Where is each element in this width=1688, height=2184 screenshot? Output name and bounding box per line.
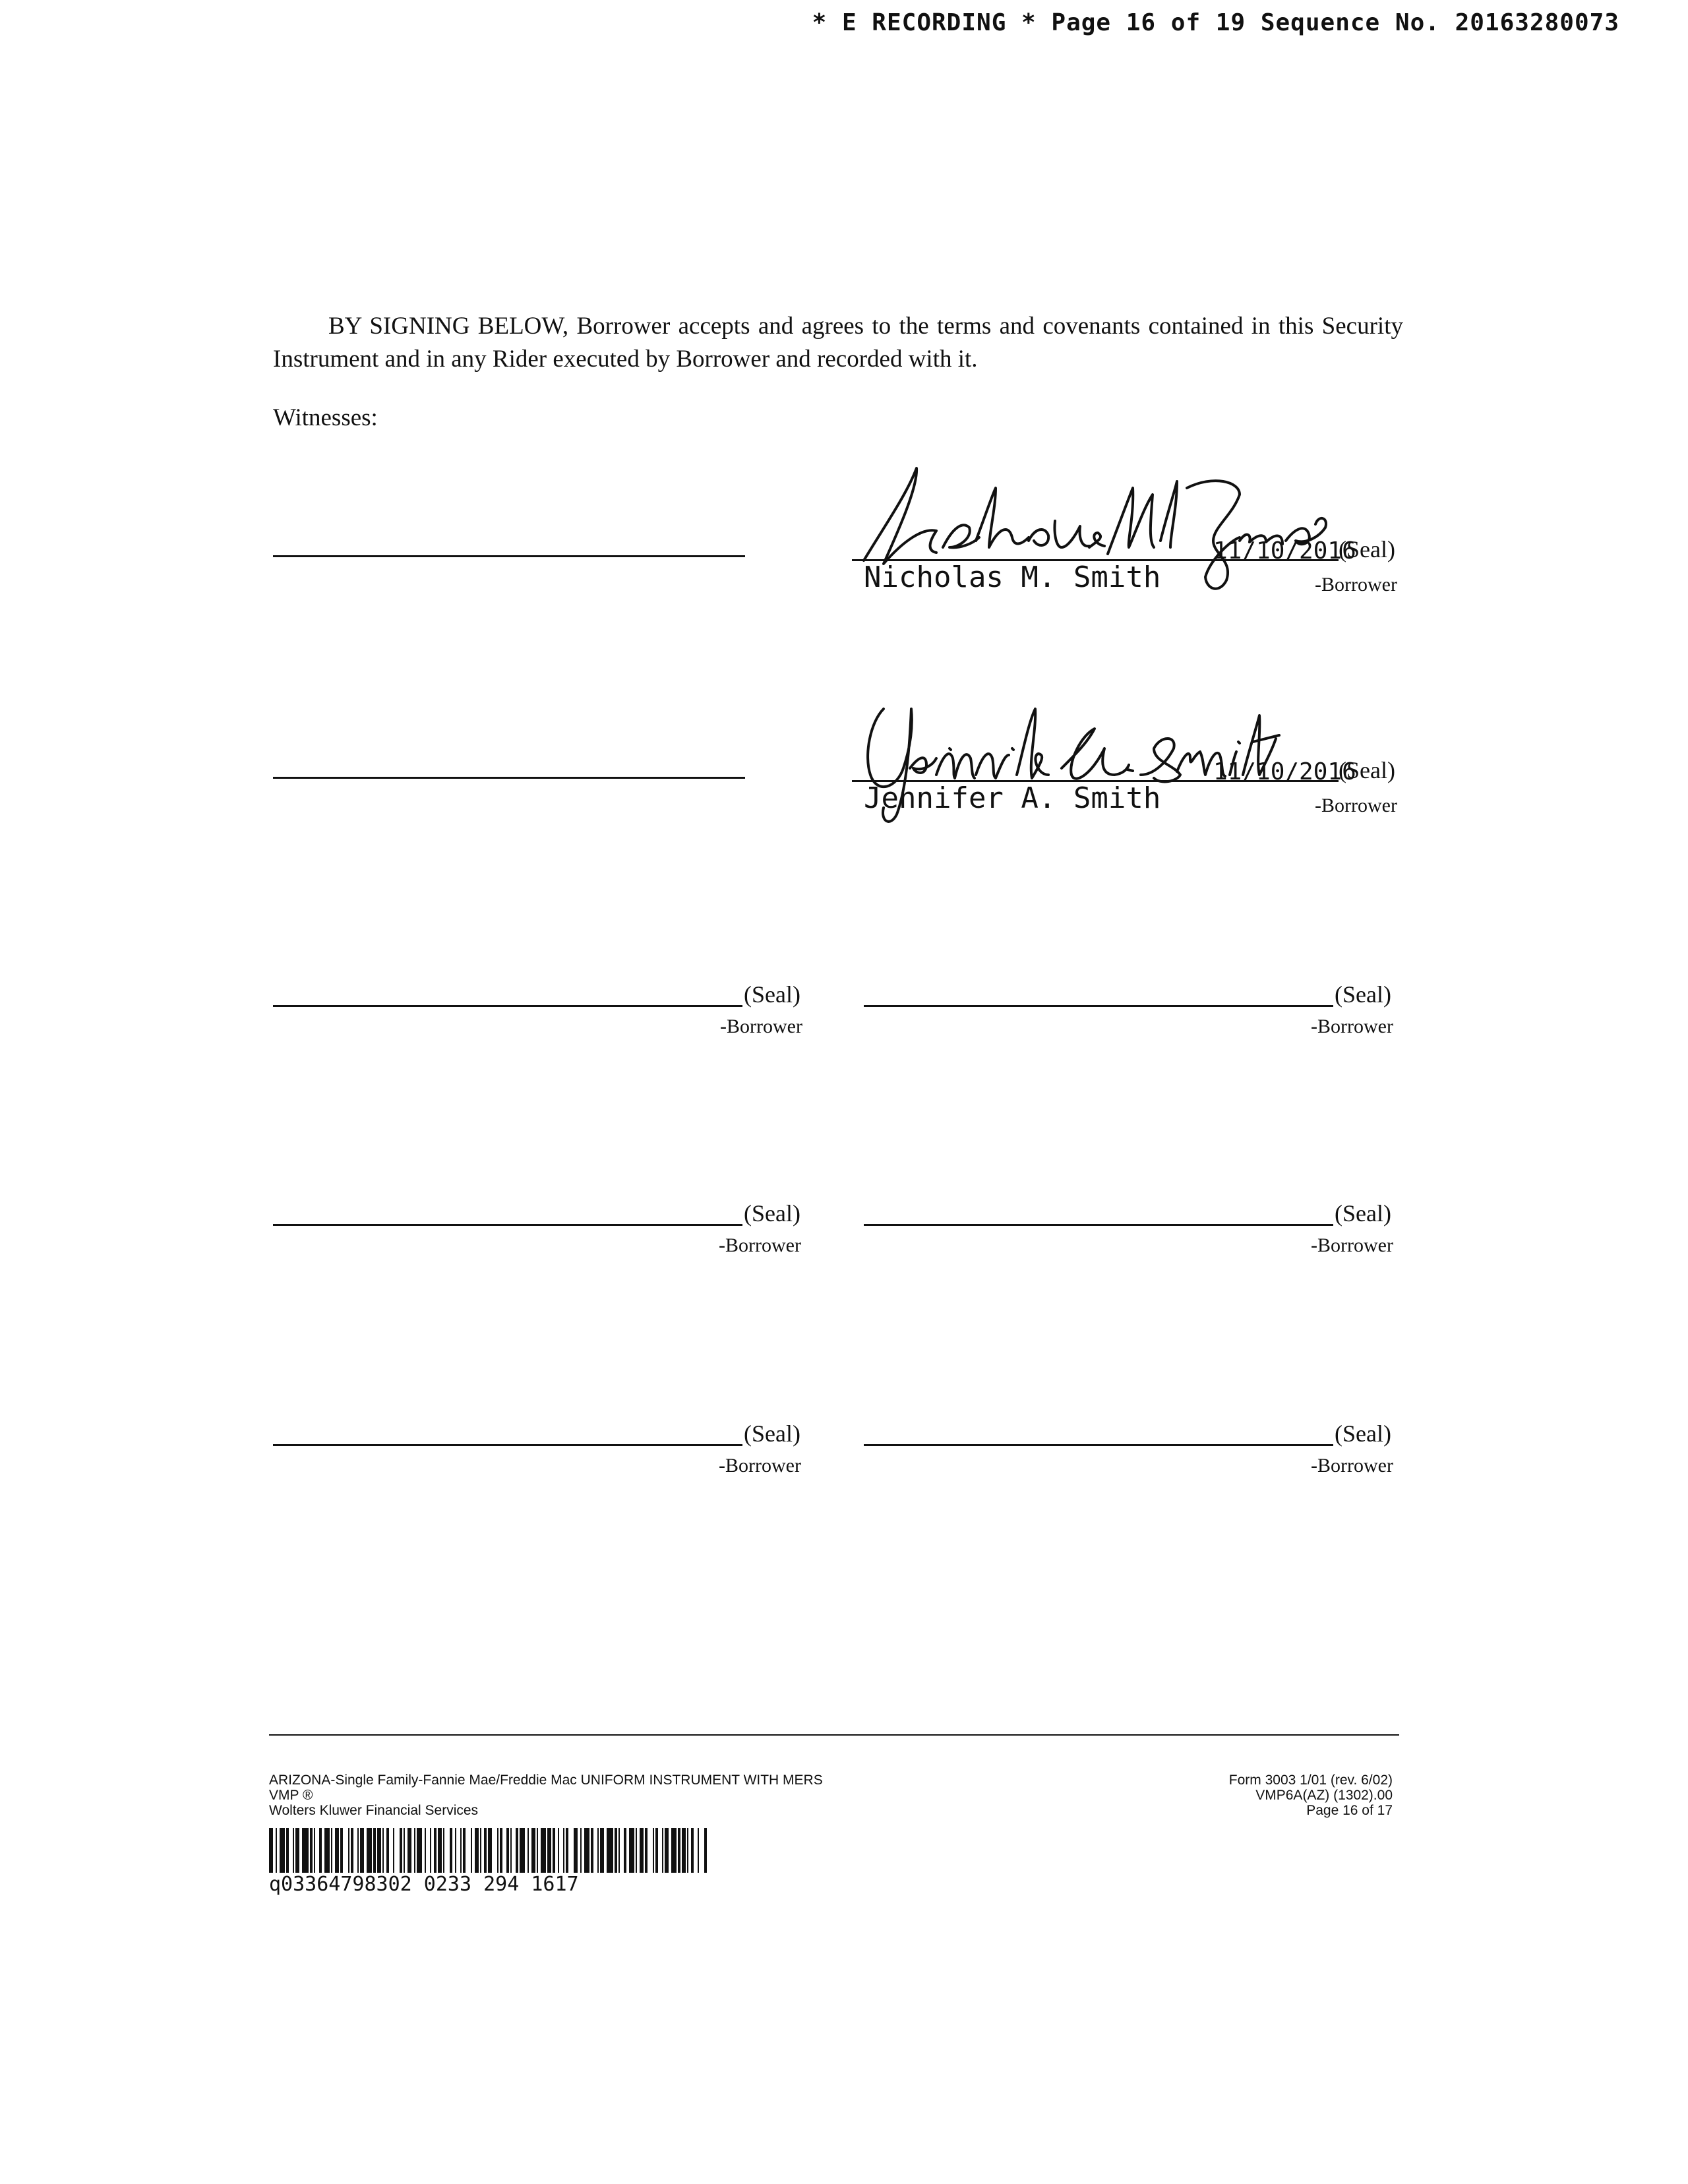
- barcode-bar: [340, 1828, 343, 1873]
- barcode-bar: [618, 1828, 620, 1873]
- barcode-bar: [662, 1828, 663, 1873]
- blank-seal-4: (Seal): [1335, 1200, 1391, 1227]
- barcode-bar: [687, 1828, 688, 1873]
- barcode-bar: [393, 1828, 394, 1873]
- barcode-bar: [537, 1828, 538, 1873]
- barcode-number: q03364798302 0233 294 1617: [269, 1873, 579, 1896]
- blank-role-5: -Borrower: [719, 1455, 801, 1476]
- barcode-bar: [471, 1828, 472, 1873]
- barcode-bar: [480, 1828, 481, 1873]
- blank-signature-line-5: [273, 1444, 742, 1446]
- barcode-bar: [553, 1828, 555, 1873]
- barcode-bar: [678, 1828, 680, 1873]
- barcode-bar: [377, 1828, 381, 1873]
- barcode-bar: [407, 1828, 411, 1873]
- blank-signature-line-6: [864, 1444, 1333, 1446]
- footer-rule: [269, 1734, 1399, 1736]
- barcode-bar: [574, 1828, 578, 1873]
- footer-form-code: VMP6A(AZ) (1302).00: [1255, 1788, 1393, 1803]
- barcode-bar: [295, 1828, 299, 1873]
- barcode-bar: [500, 1828, 502, 1873]
- footer-form-number: Form 3003 1/01 (rev. 6/02): [1228, 1773, 1393, 1788]
- blank-seal-5: (Seal): [744, 1420, 800, 1447]
- recording-header: * E RECORDING * Page 16 of 19 Sequence No. 20163280073: [812, 9, 1619, 36]
- witnesses-label: Witnesses:: [273, 404, 378, 431]
- barcode-bar: [310, 1828, 313, 1873]
- barcode-bar: [367, 1828, 372, 1873]
- signer-2-typed-name: Jennifer A. Smith: [864, 781, 1161, 815]
- barcode-bar: [438, 1828, 442, 1873]
- barcode-bar: [484, 1828, 487, 1873]
- barcode-bar: [615, 1828, 617, 1873]
- barcode-bar: [319, 1828, 322, 1873]
- barcode-bar: [357, 1828, 359, 1873]
- barcode-bar: [704, 1828, 707, 1873]
- barcode-bar: [280, 1828, 285, 1873]
- barcode-bar: [373, 1828, 376, 1873]
- blank-signature-line-3: [273, 1224, 742, 1226]
- barcode-bar: [506, 1828, 509, 1873]
- blank-role-3: -Borrower: [719, 1234, 801, 1256]
- barcode-bar: [645, 1828, 648, 1873]
- barcode-bar: [653, 1828, 654, 1873]
- barcode-bar: [665, 1828, 669, 1873]
- witness-line-2: [273, 777, 745, 779]
- blank-signature-line-1: [273, 1005, 742, 1007]
- barcode-bar: [331, 1828, 332, 1873]
- barcode-bar: [276, 1828, 277, 1873]
- barcode-bar: [488, 1828, 492, 1873]
- blank-signature-line-2: [864, 1005, 1333, 1007]
- barcode-bar: [607, 1828, 613, 1873]
- barcode-bar: [286, 1828, 289, 1873]
- witness-line-1: [273, 555, 745, 557]
- barcode-bar: [475, 1828, 479, 1873]
- barcode-bar: [597, 1828, 599, 1873]
- barcode-bar: [430, 1828, 431, 1873]
- blank-seal-2: (Seal): [1335, 981, 1391, 1008]
- barcode-bar: [497, 1828, 498, 1873]
- barcode-bar: [302, 1828, 309, 1873]
- barcode-bar: [404, 1828, 405, 1873]
- barcode-bar: [580, 1828, 582, 1873]
- barcode-bar: [463, 1828, 466, 1873]
- footer-left: [269, 1773, 823, 1818]
- barcode-bar: [591, 1828, 593, 1873]
- blank-role-4: -Borrower: [1311, 1234, 1393, 1256]
- barcode-bar: [443, 1828, 444, 1873]
- barcode-bar: [655, 1828, 658, 1873]
- barcode-bar: [351, 1828, 353, 1873]
- barcode-bar: [460, 1828, 462, 1873]
- barcode-bar: [691, 1828, 694, 1873]
- barcode-bar: [293, 1828, 294, 1873]
- barcode-bar: [450, 1828, 452, 1873]
- barcode-bar: [682, 1828, 686, 1873]
- barcode-bar: [414, 1828, 415, 1873]
- barcode-bar: [629, 1828, 634, 1873]
- barcode-bar: [324, 1828, 330, 1873]
- blank-signature-line-4: [864, 1224, 1333, 1226]
- signer-1-date: 11/10/2016: [1213, 537, 1356, 564]
- barcode-bar: [434, 1828, 437, 1873]
- barcode-bar: [400, 1828, 402, 1873]
- signer-2-role: -Borrower: [1315, 795, 1397, 816]
- blank-role-6: -Borrower: [1311, 1455, 1393, 1476]
- barcode-bar: [531, 1828, 535, 1873]
- barcode-bar: [516, 1828, 518, 1873]
- signer-1-typed-name: Nicholas M. Smith: [864, 561, 1161, 594]
- blank-seal-3: (Seal): [744, 1200, 800, 1227]
- blank-seal-1: (Seal): [744, 981, 800, 1008]
- blank-role-2: -Borrower: [1311, 1016, 1393, 1037]
- barcode-bar: [600, 1828, 604, 1873]
- signing-paragraph: [273, 310, 1403, 376]
- footer-right: [1229, 1773, 1393, 1818]
- barcode-bar: [417, 1828, 422, 1873]
- blank-role-1: -Borrower: [720, 1016, 802, 1037]
- barcode-bar: [640, 1828, 644, 1873]
- barcode-bar: [698, 1828, 699, 1873]
- signing-paragraph-text: BY SIGNING BELOW, Borrower accepts and agrees to the terms and covenants contained in this Security Instrument and in any Rider executed by Borrower and recorded with it.: [273, 313, 1403, 373]
- barcode-bar: [624, 1828, 626, 1873]
- footer-vmp: VMP ®: [269, 1788, 313, 1803]
- barcode-bar: [520, 1828, 525, 1873]
- barcode-bar: [541, 1828, 546, 1873]
- barcode-bar: [314, 1828, 315, 1873]
- barcode-bar: [671, 1828, 677, 1873]
- barcode-bar: [360, 1828, 364, 1873]
- barcode-bar: [455, 1828, 456, 1873]
- signer-1-role: -Borrower: [1315, 574, 1397, 595]
- barcode-bar: [510, 1828, 512, 1873]
- barcode-bar: [558, 1828, 559, 1873]
- barcode-bar: [386, 1828, 389, 1873]
- footer-form-title: ARIZONA-Single Family-Fannie Mae/Freddie Mac UNIFORM INSTRUMENT WITH MERS: [269, 1773, 823, 1788]
- barcode-bar: [636, 1828, 637, 1873]
- signer-2-date: 11/10/2016: [1213, 758, 1356, 785]
- barcode-bar: [348, 1828, 349, 1873]
- barcode: [269, 1828, 708, 1873]
- barcode-bar: [425, 1828, 426, 1873]
- barcode-bar: [566, 1828, 568, 1873]
- barcode-bar: [382, 1828, 384, 1873]
- barcode-bar: [563, 1828, 564, 1873]
- signer-1-seal: (Seal): [1339, 536, 1395, 562]
- signer-2-seal: (Seal): [1339, 757, 1395, 783]
- footer-page-number: Page 16 of 17: [1306, 1803, 1393, 1818]
- blank-seal-6: (Seal): [1335, 1420, 1391, 1447]
- barcode-bar: [547, 1828, 551, 1873]
- barcode-bar: [528, 1828, 529, 1873]
- footer-publisher: Wolters Kluwer Financial Services: [269, 1803, 479, 1818]
- barcode-bar: [269, 1828, 273, 1873]
- barcode-bar: [584, 1828, 589, 1873]
- barcode-bar: [335, 1828, 339, 1873]
